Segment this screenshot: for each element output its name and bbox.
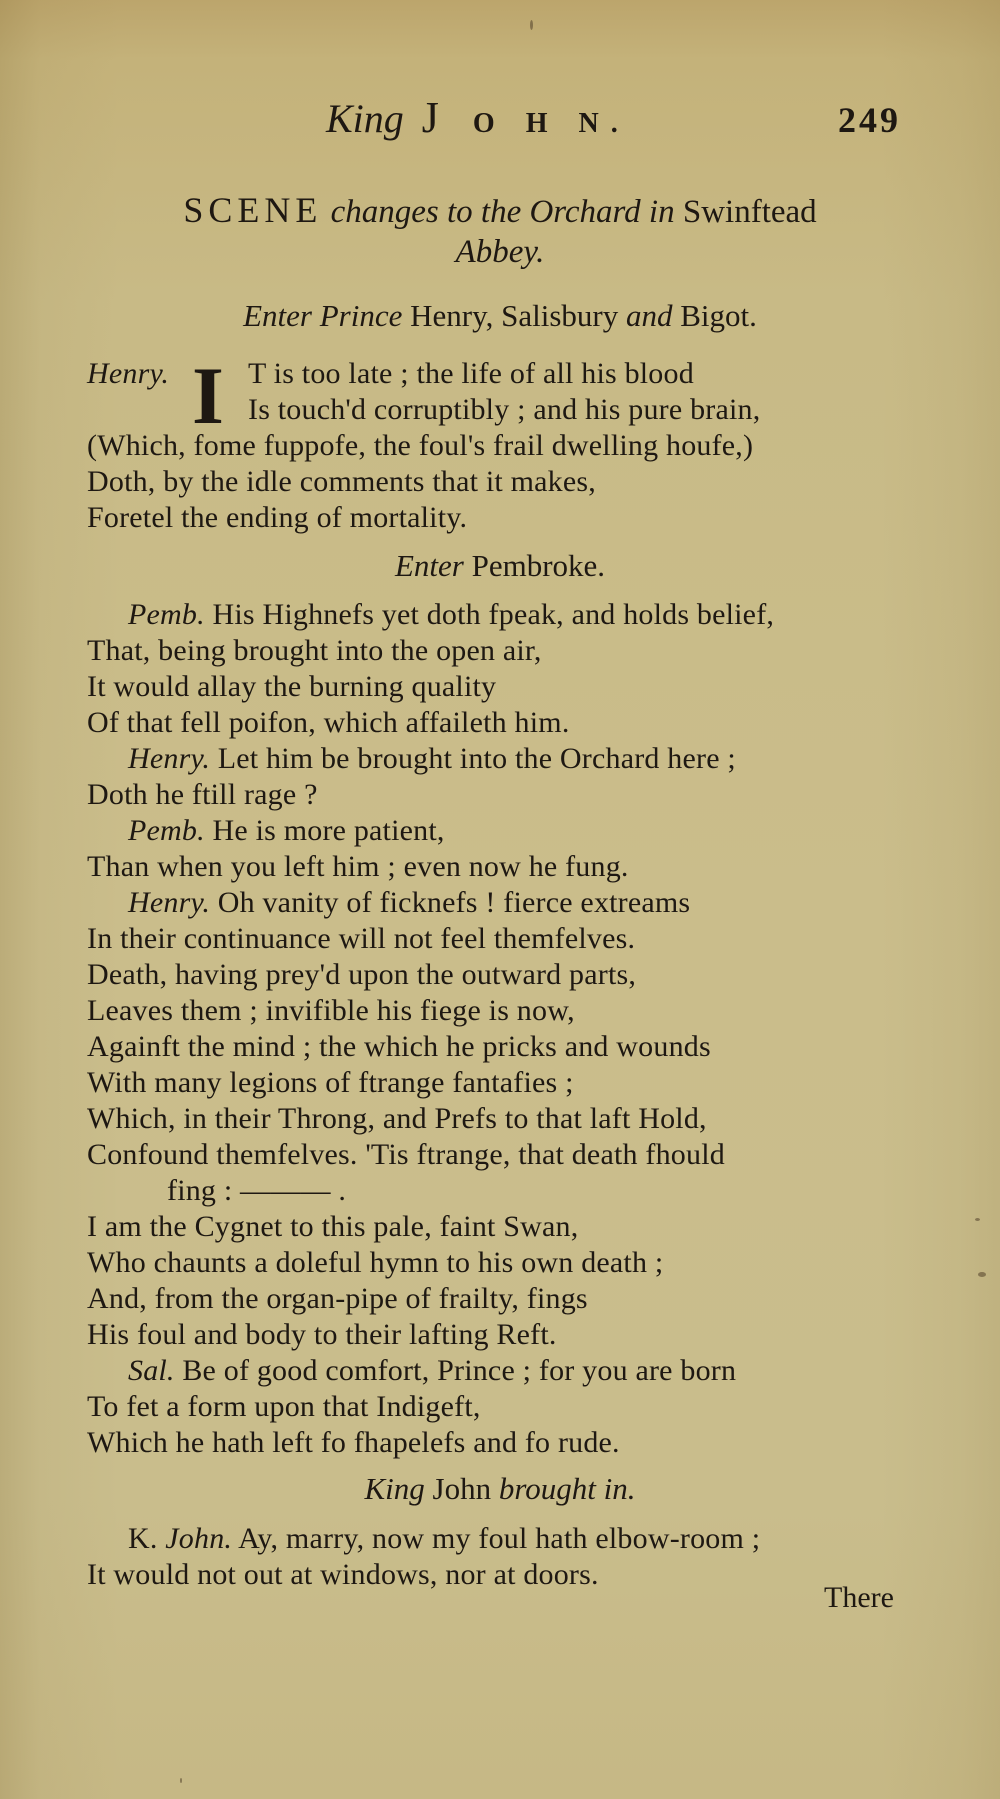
verse-line: Who chaunts a doleful hymn to his own death ; [87,1246,664,1279]
stage-direction-names: Bigot. [680,298,757,333]
verse-line: It would allay the burning quality [87,670,497,703]
speech-text: His Highnefs yet doth fpeak, and holds belief, [204,598,775,631]
verse-line: Which he hath left fo fhapelefs and fo rude. [87,1426,620,1459]
verse-line: Foretel the ending of mortality. [87,501,468,534]
stage-direction-italic: brought in. [498,1471,636,1506]
verse-line: Doth he ftill rage ? [87,778,318,811]
speaker-name: Henry. [128,742,211,775]
verse-line: That, being brought into the open air, [87,634,542,667]
verse-line: I am the Cygnet to this pale, faint Swan, [87,1210,579,1243]
scene-heading [60,190,940,272]
stage-direction-king-john-brought-in [60,1471,940,1507]
paper-speck [530,20,533,30]
drop-cap: I [192,350,224,441]
speech-text: Ay, marry, now my foul hath elbow-room ; [232,1522,761,1555]
speech-line [128,885,690,921]
stage-direction-enter-pembroke [60,548,940,584]
verse-line: In their continuance will not feel themfelves. [87,922,636,955]
verse-line-turnover: fing : ——— . [167,1174,347,1207]
scene-heading-italic: changes to the Orchard in [330,194,675,230]
stage-direction-names: Pembroke. [471,548,606,583]
stage-direction-italic: Enter [394,548,464,583]
stage-direction-names: Henry, Salisbury [410,298,619,333]
verse-line: (Which, fome fuppofe, the foul's frail dwelling houfe,) [87,429,754,462]
stage-direction-enter-henry [60,298,940,334]
verse-line: Leaves them ; invifible his fiege is now, [87,994,575,1027]
speaker-prefix: K. [128,1522,158,1555]
scene-heading-line-2 [60,232,940,272]
speech-line: Is touch'd corruptibly ; and his pure brain, [248,393,761,426]
scene-heading-place: Swinftead [682,194,817,230]
verse-line: With many legions of ftrange fantafies ; [87,1066,574,1099]
verse-line: Death, having prey'd upon the outward parts, [87,958,637,991]
scene-heading-line-1 [60,190,940,232]
speech-text: Be of good comfort, Prince ; for you are born [174,1354,737,1387]
speaker-name: Henry. [128,886,211,919]
verse-line: Than when you left him ; even now he fung. [87,850,629,883]
running-head-title-caps [421,93,630,142]
running-head-title [326,92,630,150]
speech-line [128,1521,760,1557]
speech-line [128,1353,736,1389]
scene-heading-caps: SCENE [183,190,323,230]
stage-direction-italic: and [625,298,673,333]
speech-text: Let him be brought into the Orchard here ; [210,742,736,775]
catchword: There [824,1581,894,1614]
paper-speck [180,1778,182,1783]
running-head-title-caps-rest: O H N. [472,108,630,139]
speaker-name: Henry. [87,357,170,390]
speech-text: He is more patient, [204,814,445,847]
verse-line: Doth, by the idle comments that it makes, [87,465,596,498]
speech-text: Oh vanity of ficknefs ! fierce extreams [210,886,691,919]
speech-line [128,813,445,849]
stage-direction-italic: King [364,1471,425,1506]
speaker-name: John. [165,1522,233,1555]
speech-line [128,741,736,777]
verse-line: Of that fell poifon, which affaileth him. [87,706,570,739]
verse-line: Againft the mind ; the which he pricks and wounds [87,1030,711,1063]
speech-line: T is too late ; the life of all his blood [248,357,694,390]
speech-line [87,356,169,392]
running-head [0,92,1000,152]
speaker-name: Pemb. [128,814,205,847]
running-head-title-caps-first: J [421,93,451,142]
stage-direction-names: John [432,1471,492,1506]
running-head-title-italic: King [326,96,404,141]
speech-line [128,597,774,633]
speaker-name: Sal. [128,1354,175,1387]
verse-line: Confound themfelves. 'Tis ftrange, that death fhould [87,1138,725,1171]
scene-heading-line-2-text: Abbey. [455,234,545,270]
verse-line: And, from the organ-pipe of frailty, fings [87,1282,588,1315]
stage-direction-italic: Enter Prince [243,298,403,333]
verse-line: It would not out at windows, nor at doors. [87,1558,599,1591]
verse-line: His foul and body to their lafting Reft. [87,1318,557,1351]
verse-line: Which, in their Throng, and Prefs to that laft Hold, [87,1102,707,1135]
paper-speck [978,1272,986,1277]
paper-speck [975,1218,980,1221]
page-number: 249 [838,100,901,140]
verse-line: To fet a form upon that Indigeft, [87,1390,481,1423]
speaker-name: Pemb. [128,598,205,631]
